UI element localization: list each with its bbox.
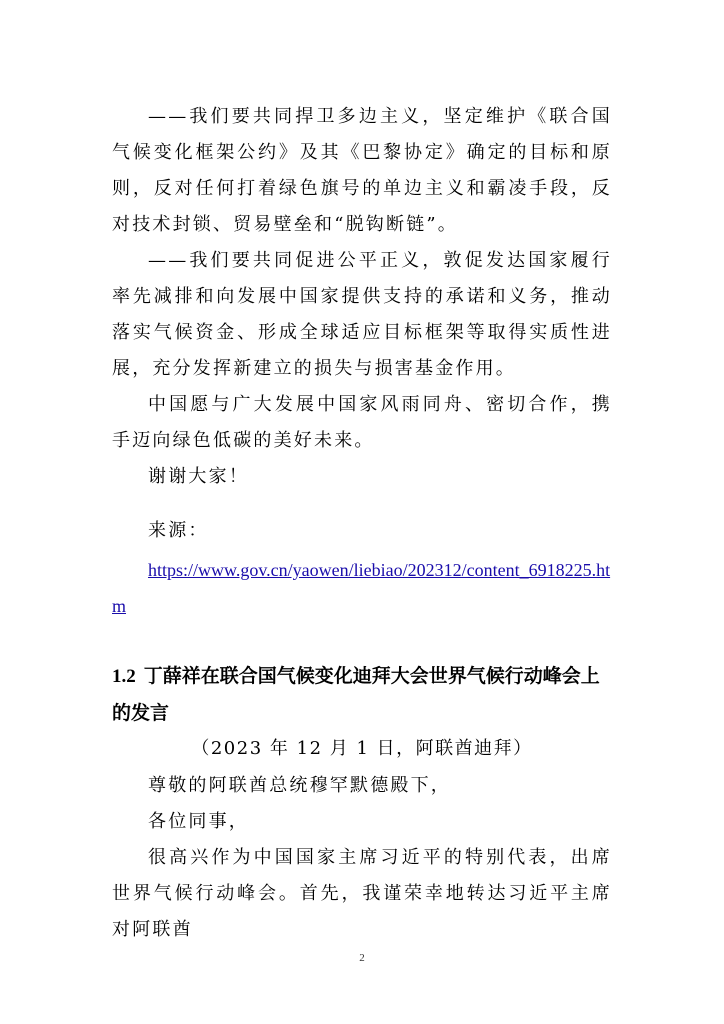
paragraph: 各位同事， (148, 811, 249, 832)
paragraph: 中国愿与广大发展中国家风雨同舟、密切合作，携手迈向绿色低碳的美好未来。 (112, 394, 612, 451)
source-block (112, 513, 612, 549)
paragraph: 很高兴作为中国国家主席习近平的特别代表，出席世界气候行动峰会。首先，我谨荣幸地转达习近平主席对阿联酋 (112, 847, 612, 940)
source-label: 来源： (148, 520, 209, 541)
page-number: 2 (359, 952, 365, 964)
section-title: 丁薛祥在联合国气候变化迪拜大会世界气候行动峰会上的发言 (112, 665, 600, 724)
paragraph: 尊敬的阿联酋总统穆罕默德殿下， (148, 775, 451, 796)
body-text-bottom (112, 768, 612, 948)
body-text-top (112, 99, 612, 495)
source-link[interactable]: https://www.gov.cn/yaowen/liebiao/202312/content_6918225.htm (112, 560, 611, 616)
dateline: （2023 年 12 月 1 日，阿联酋迪拜） (191, 738, 533, 759)
source-link-block (112, 552, 612, 624)
section-number: 1.2 (112, 666, 136, 687)
paragraph: 谢谢大家！ (148, 466, 249, 487)
section-heading (112, 658, 612, 731)
dateline-block (112, 731, 612, 767)
section-heading-block (112, 658, 612, 731)
paragraph: ——我们要共同捍卫多边主义，坚定维护《联合国气候变化框架公约》及其《巴黎协定》确定的目标和原则，反对任何打着绿色旗号的单边主义和霸凌手段，反对技术封锁、贸易壁垒和“脱钩断链”。 (112, 106, 612, 235)
paragraph: ——我们要共同促进公平正义，敦促发达国家履行率先减排和向发展中国家提供支持的承诺和义务，推动落实气候资金、形成全球适应目标框架等取得实质性进展，充分发挥新建立的损失与损害基金作用。 (112, 250, 612, 379)
